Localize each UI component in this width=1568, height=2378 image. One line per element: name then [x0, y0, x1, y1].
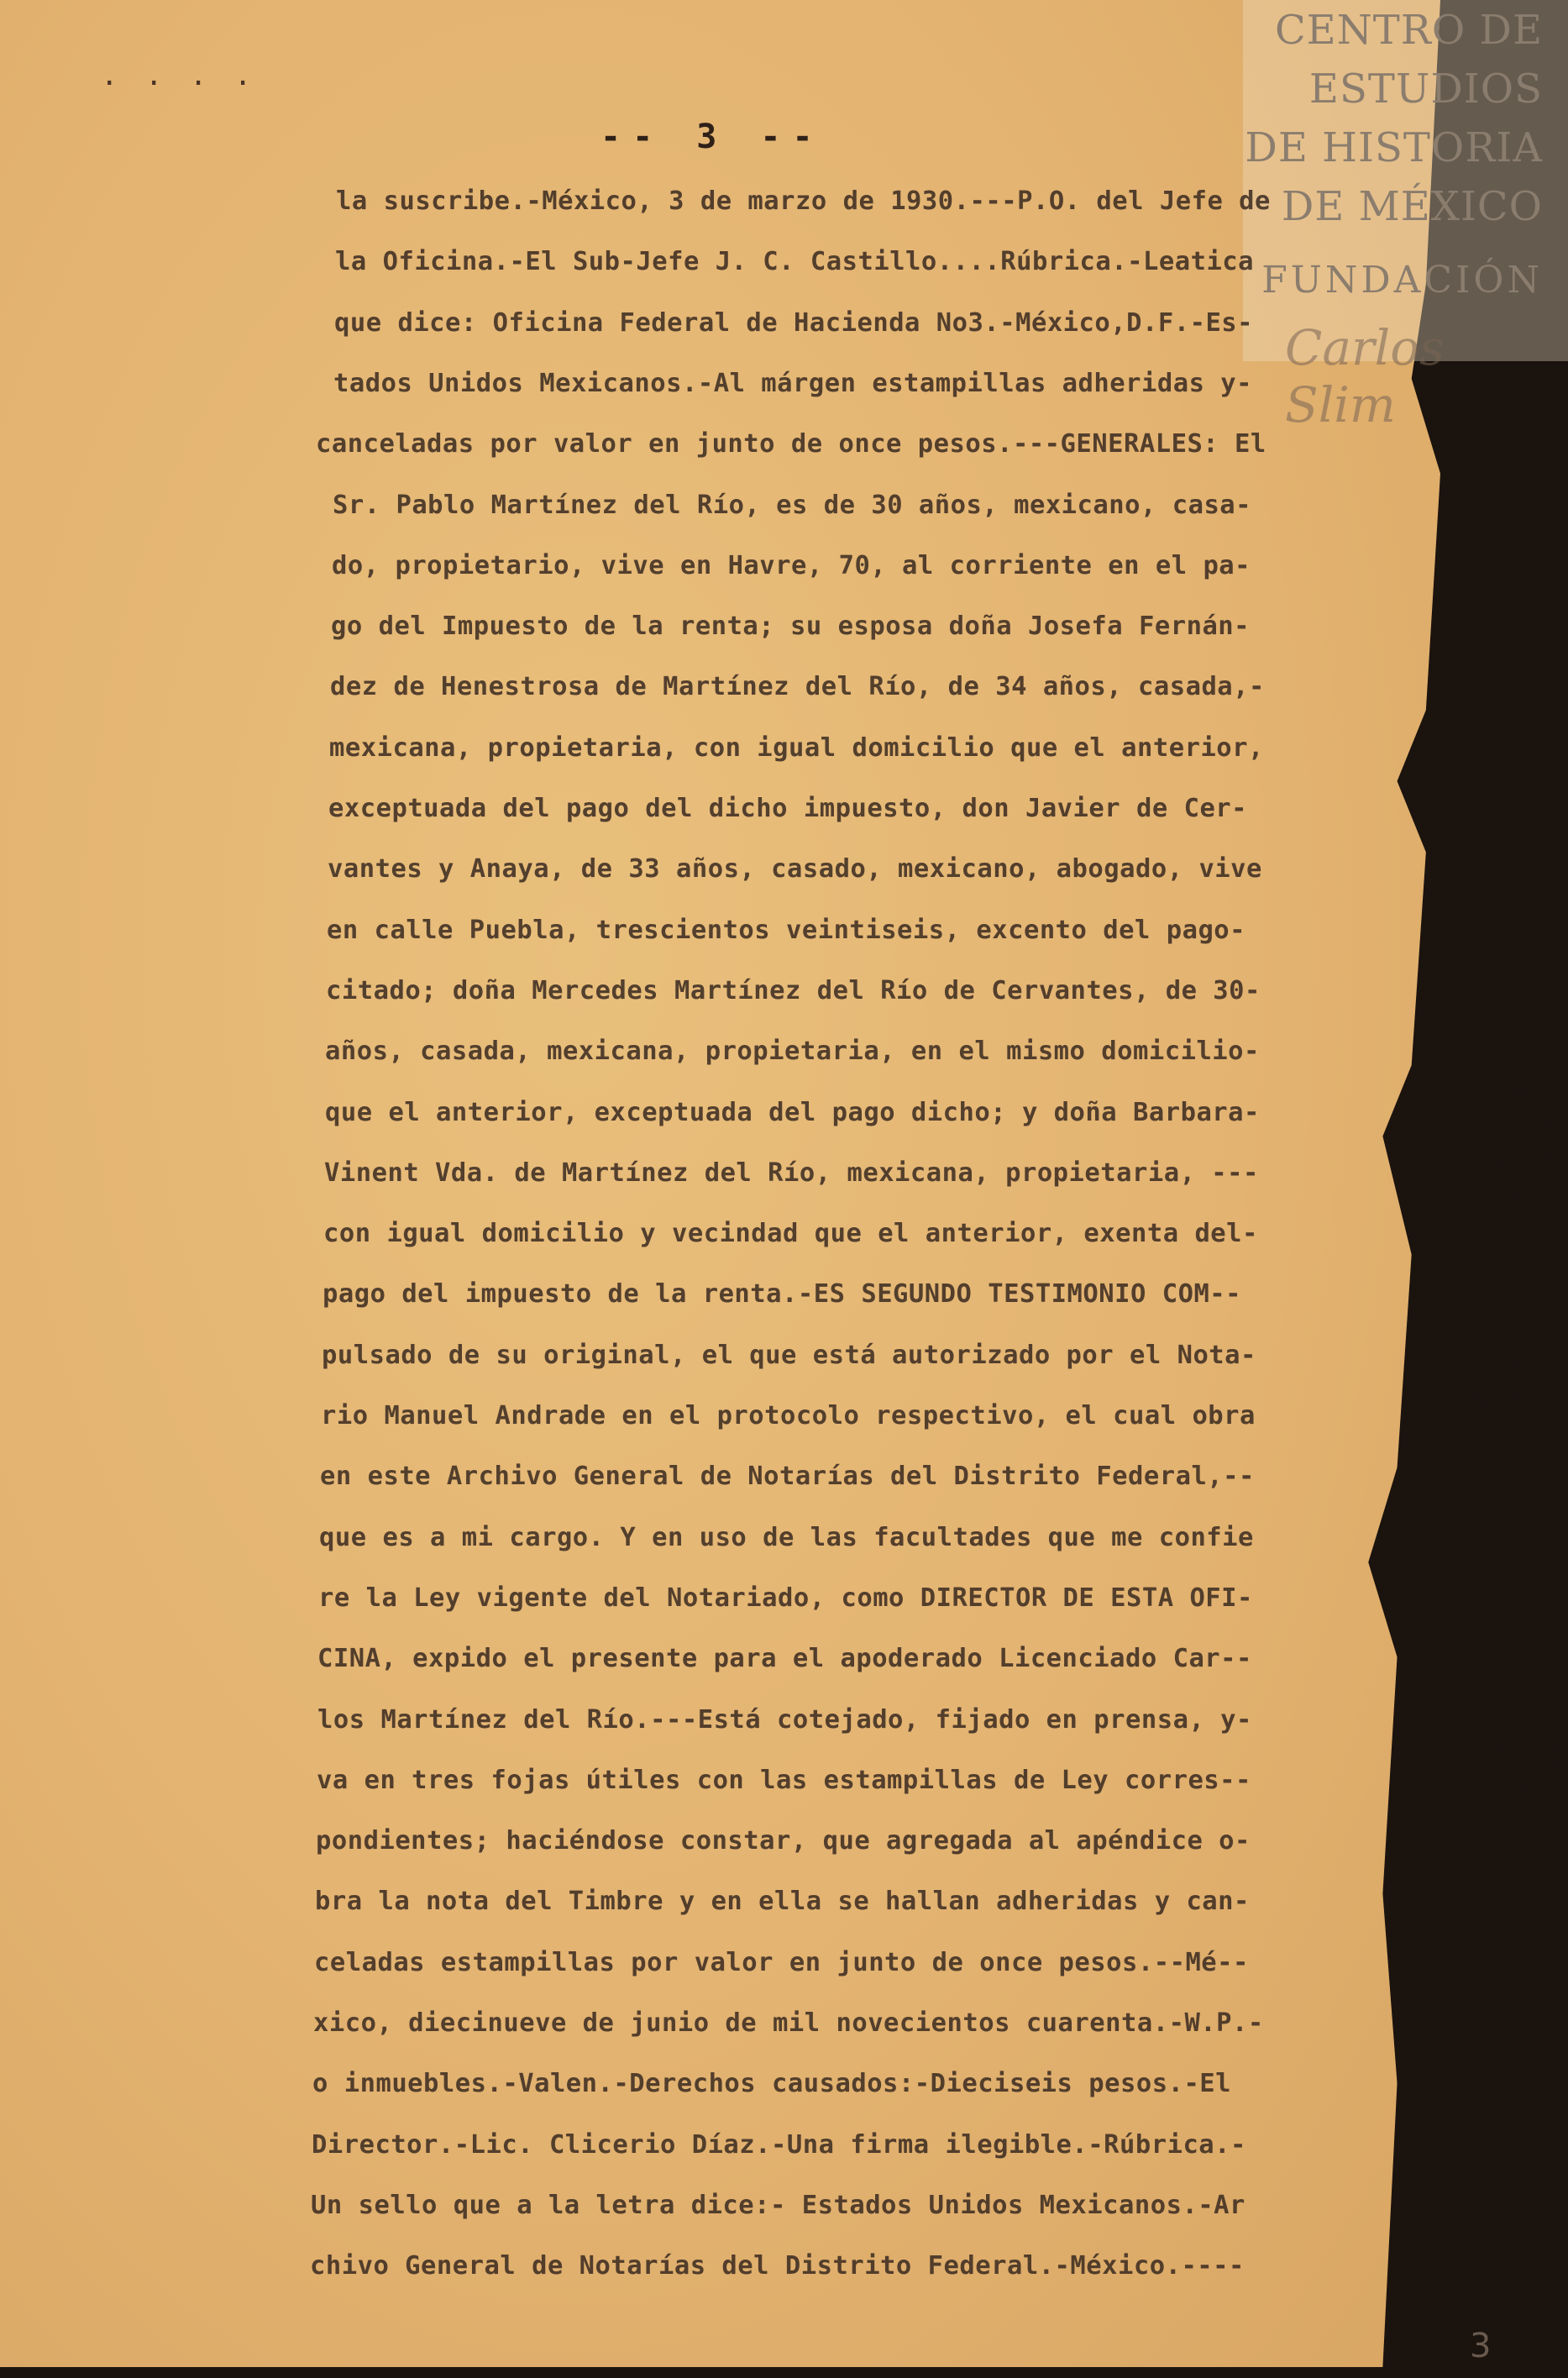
- text-line: pulsado de su original, el que está autorizado por el Nota-: [322, 1340, 1256, 1370]
- text-line: Sr. Pablo Martínez del Río, es de 30 años, mexicano, casa-: [333, 490, 1252, 520]
- text-line: pago del impuesto de la renta.-ES SEGUNDO TESTIMONIO COM--: [323, 1279, 1242, 1310]
- text-line: va en tres fojas útiles con las estampillas de Ley corres--: [317, 1765, 1251, 1795]
- watermark-line: CENTRO DE: [1274, 7, 1543, 54]
- watermark-line: FUNDACIÓN: [1261, 259, 1543, 302]
- corner-page-number: 3: [1470, 2327, 1492, 2365]
- torn-edge: [1478, 1344, 1520, 1420]
- text-line: que dice: Oficina Federal de Hacienda No3.-México,D.F.-Es-: [334, 307, 1254, 338]
- text-line: la Oficina.-El Sub-Jefe J. C. Castillo....Rúbrica.-Leatica: [335, 247, 1255, 277]
- watermark-signature: Carlos Slim: [1285, 319, 1445, 433]
- header-mark: . . . .: [101, 59, 257, 92]
- watermark-line: ESTUDIOS: [1308, 66, 1543, 113]
- text-line: Director.-Lic. Clicerio Díaz.-Una firma ilegible.-Rúbrica.-: [312, 2129, 1246, 2160]
- text-line: re la Ley vigente del Notariado, como DIRECTOR DE ESTA OFI-: [318, 1583, 1253, 1613]
- text-line: exceptuada del pago del dicho impuesto, don Javier de Cer-: [328, 794, 1248, 823]
- text-line: los Martínez del Río.---Está cotejado, fijado en prensa, y-: [317, 1704, 1252, 1735]
- text-line: Un sello que a la letra dice:- Estados Unidos Mexicanos.-Ar: [311, 2190, 1245, 2220]
- text-line: o inmuebles.-Valen.-Derechos causados:-Dieciseis pesos.-El: [312, 2069, 1232, 2099]
- text-line: do, propietario, vive en Havre, 70, al corriente en el pa-: [332, 550, 1251, 580]
- text-line: años, casada, mexicana, propietaria, en el mismo domicilio-: [325, 1037, 1260, 1067]
- text-line: rio Manuel Andrade en el protocolo respectivo, el cual obra: [321, 1401, 1256, 1430]
- text-line: pondientes; haciéndose constar, que agregada al apéndice o-: [316, 1826, 1251, 1856]
- text-line: xico, diecinueve de junio de mil novecientos cuarenta.-W.P.-: [313, 2008, 1264, 2038]
- archive-watermark: [1243, 0, 1568, 361]
- text-line: que el anterior, exceptuada del pago dicho; y doña Barbara-: [325, 1097, 1260, 1127]
- text-line: celadas estampillas por valor en junto de once pesos.--Mé--: [314, 1947, 1249, 1977]
- text-line: con igual domicilio y vecindad que el anterior, exenta del-: [323, 1219, 1258, 1249]
- text-line: en este Archivo General de Notarías del Distrito Federal,--: [320, 1462, 1255, 1492]
- text-line: dez de Henestrosa de Martínez del Río, de 34 años, casada,-: [330, 672, 1265, 702]
- watermark-line: DE MÉXICO: [1281, 183, 1543, 230]
- text-line: que es a mi cargo. Y en uso de las facultades que me confie: [319, 1522, 1254, 1552]
- text-line: tados Unidos Mexicanos.-Al márgen estampillas adheridas y-: [333, 368, 1253, 398]
- text-line: citado; doña Mercedes Martínez del Río de Cervantes, de 30-: [326, 975, 1261, 1005]
- torn-edge: [1495, 1092, 1545, 1193]
- text-line: bra la nota del Timbre y en ella se hallan adheridas y can-: [315, 1887, 1250, 1917]
- text-line: la suscribe.-México, 3 de marzo de 1930.---P.O. del Jefe de: [336, 186, 1271, 216]
- text-line: go del Impuesto de la renta; su esposa doña Josefa Fernán-: [331, 612, 1251, 642]
- text-line: en calle Puebla, trescientos veintiseis, excento del pago-: [327, 915, 1246, 945]
- torn-edge: [1503, 1722, 1554, 1789]
- text-line: mexicana, propietaria, con igual domicilio que el anterior,: [329, 732, 1264, 763]
- text-line: canceladas por valor en junto de once pesos.---GENERALES: El: [316, 429, 1266, 459]
- text-line: chivo General de Notarías del Distrito Federal.-México.----: [310, 2251, 1245, 2281]
- text-line: CINA, expido el presente para el apoderado Licenciado Car--: [317, 1644, 1252, 1674]
- watermark-line: DE HISTORIA: [1245, 124, 1543, 171]
- text-line: vantes y Anaya, de 33 años, casado, mexicano, abogado, vive: [328, 854, 1262, 885]
- page-number: -- 3 --: [600, 118, 825, 156]
- text-line: Vinent Vda. de Martínez del Río, mexicana, propietaria, ---: [324, 1158, 1259, 1188]
